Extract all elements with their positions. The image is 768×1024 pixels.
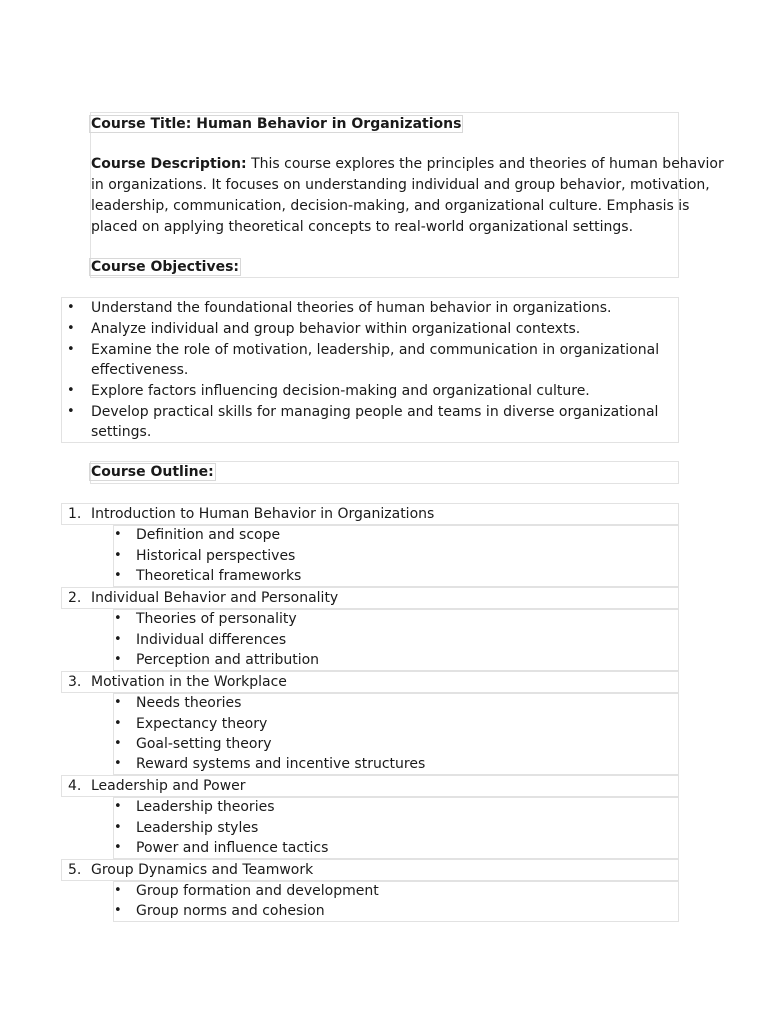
course-title-text: Human Behavior in Organizations <box>196 116 462 132</box>
outline-subitem: Goal-setting theory <box>136 736 272 752</box>
subitem-bullet: • <box>114 568 122 583</box>
course-description-line-1 <box>91 154 724 174</box>
outline-subitem: Needs theories <box>136 695 242 711</box>
outline-section-title: Introduction to Human Behavior in Organizations <box>91 506 435 522</box>
outline-subitem: Theoretical frameworks <box>136 568 302 584</box>
subitem-bullet: • <box>114 736 122 751</box>
objectives-heading-text: Course Objectives: <box>91 259 240 275</box>
objective-item-3-line-1: Examine the role of motivation, leadership, and communication in organizational <box>91 342 660 358</box>
outline-subitem: Power and influence tactics <box>136 840 329 856</box>
objective-item-4: Explore factors influencing decision-making and organizational culture. <box>91 383 590 399</box>
subitem-bullet: • <box>114 716 122 731</box>
outline-section-number: 2. <box>68 590 82 606</box>
objective-item-3-line-2: effectiveness. <box>91 362 189 378</box>
course-description-label: Course Description: <box>91 156 247 172</box>
subitem-bullet: • <box>114 840 122 855</box>
objective-bullet: • <box>67 321 75 336</box>
objectives-heading <box>91 257 241 277</box>
outline-section-title: Individual Behavior and Personality <box>91 590 339 606</box>
outline-subitem: Theories of personality <box>136 611 297 627</box>
outline-subitem: Definition and scope <box>136 527 281 543</box>
course-description-line-4: placed on applying theoretical concepts to real-world organizational settings. <box>91 219 634 235</box>
subitem-bullet: • <box>114 883 122 898</box>
objective-bullet: • <box>67 404 75 419</box>
outline-section-number: 5. <box>68 862 82 878</box>
subitem-bullet: • <box>114 695 122 710</box>
objective-bullet: • <box>67 383 75 398</box>
subitem-bullet: • <box>114 652 122 667</box>
subitem-bullet: • <box>114 548 122 563</box>
outline-heading-text: Course Outline: <box>91 464 214 480</box>
subitem-bullet: • <box>114 903 122 918</box>
outline-subitem: Historical perspectives <box>136 548 296 564</box>
subitem-bullet: • <box>114 756 122 771</box>
course-title <box>91 114 463 134</box>
outline-heading <box>91 462 216 482</box>
course-description-text-1: This course explores the principles and theories of human behavior <box>251 156 724 172</box>
outline-section-number: 1. <box>68 506 82 522</box>
course-description-line-2: in organizations. It focuses on understanding individual and group behavior, motivation, <box>91 177 710 193</box>
outline-subitem: Expectancy theory <box>136 716 268 732</box>
outline-subitem: Group norms and cohesion <box>136 903 325 919</box>
outline-subitem: Leadership theories <box>136 799 275 815</box>
course-title-label: Course Title: <box>91 116 192 132</box>
course-description-line-3: leadership, communication, decision-making, and organizational culture. Emphasis is <box>91 198 690 214</box>
subitem-bullet: • <box>114 799 122 814</box>
outline-subitem: Individual differences <box>136 632 287 648</box>
course-title-highlight <box>89 115 463 133</box>
outline-section-number: 3. <box>68 674 82 690</box>
objective-item-2: Analyze individual and group behavior within organizational contexts. <box>91 321 581 337</box>
objective-bullet: • <box>67 300 75 315</box>
objective-bullet: • <box>67 342 75 357</box>
outline-section-title: Group Dynamics and Teamwork <box>91 862 314 878</box>
outline-section-number: 4. <box>68 778 82 794</box>
outline-subitem: Leadership styles <box>136 820 259 836</box>
outline-section-title: Leadership and Power <box>91 778 246 794</box>
outline-subitem: Perception and attribution <box>136 652 320 668</box>
subitem-bullet: • <box>114 820 122 835</box>
objective-item-5-line-2: settings. <box>91 424 152 440</box>
subitem-bullet: • <box>114 611 122 626</box>
subitem-bullet: • <box>114 527 122 542</box>
course-header-box <box>90 112 679 278</box>
subitem-bullet: • <box>114 632 122 647</box>
objective-item-1: Understand the foundational theories of human behavior in organizations. <box>91 300 612 316</box>
outline-subitem: Group formation and development <box>136 883 379 899</box>
outline-section-title: Motivation in the Workplace <box>91 674 287 690</box>
objective-item-5-line-1: Develop practical skills for managing people and teams in diverse organizational <box>91 404 659 420</box>
outline-subitem: Reward systems and incentive structures <box>136 756 426 772</box>
